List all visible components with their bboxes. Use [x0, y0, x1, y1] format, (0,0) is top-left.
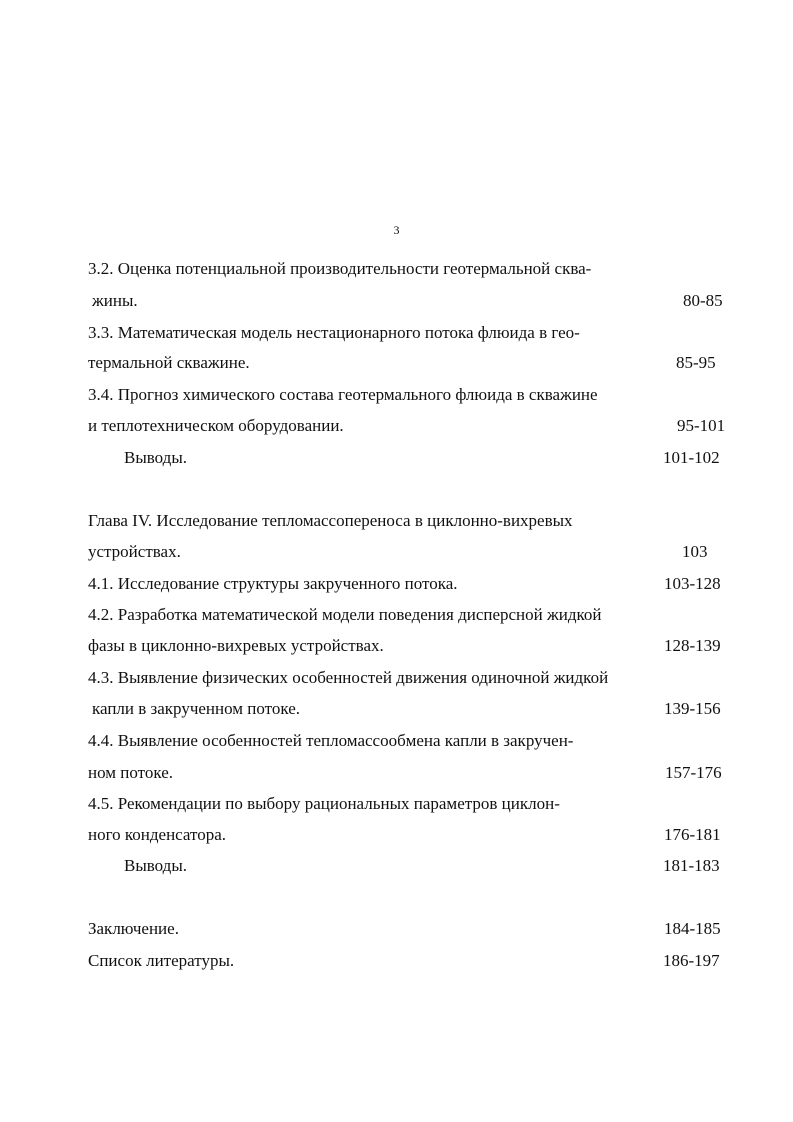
- toc-entry-3-2-line2: жины.: [92, 291, 138, 310]
- toc-entry-4-3-pages: 139-156: [664, 699, 721, 718]
- toc-entry-conclusion-pages: 184-185: [664, 919, 721, 938]
- page-number: 3: [393, 223, 400, 237]
- toc-chapter-4-line1: Глава IV. Исследование тепломассопереноса в циклонно-вихревых: [88, 511, 573, 530]
- toc-entry-conclusion-label: Заключение.: [88, 919, 179, 938]
- toc-entry-conclusions-3-label: Выводы.: [124, 448, 188, 467]
- toc-entry-3-3-line1: 3.3. Математическая модель нестационарного потока флюида в гео-: [88, 323, 580, 342]
- toc-entry-4-4-pages: 157-176: [665, 763, 722, 782]
- toc-chapter-4-line2: устройствах.: [88, 542, 181, 561]
- toc-entry-4-4-line2: ном потоке.: [88, 763, 173, 782]
- toc-entry-3-2-line1: 3.2. Оценка потенциальной производительности геотермальной сква-: [88, 259, 592, 278]
- toc-entry-4-2-pages: 128-139: [664, 636, 721, 655]
- toc-entry-4-3-line1: 4.3. Выявление физических особенностей движения одиночной жидкой: [88, 668, 609, 687]
- toc-entry-4-2-line1: 4.2. Разработка математической модели поведения дисперсной жидкой: [88, 605, 602, 624]
- toc-entry-3-3-line2: термальной скважине.: [88, 353, 250, 372]
- toc-chapter-4-pages: 103: [682, 542, 708, 561]
- toc-entry-3-3-pages: 85-95: [676, 353, 716, 372]
- toc-entry-3-4-pages: 95-101: [677, 416, 726, 435]
- toc-entry-4-4-line1: 4.4. Выявление особенностей тепломассообмена капли в закручен-: [88, 731, 574, 750]
- toc-entry-references-label: Список литературы.: [88, 951, 235, 970]
- toc-entry-conclusions-4-pages: 181-183: [663, 856, 720, 875]
- toc-entry-4-5-pages: 176-181: [664, 825, 721, 844]
- toc-entry-4-1-pages: 103-128: [664, 574, 721, 593]
- toc-entry-conclusions-4-label: Выводы.: [124, 856, 188, 875]
- toc-entry-3-4-line1: 3.4. Прогноз химического состава геотермального флюида в скважине: [88, 385, 598, 404]
- toc-entry-conclusions-3-pages: 101-102: [663, 448, 720, 467]
- toc-entry-4-3-line2: капли в закрученном потоке.: [92, 699, 301, 718]
- toc-entry-3-4-line2: и теплотехническом оборудовании.: [88, 416, 344, 435]
- toc-entry-4-2-line2: фазы в циклонно-вихревых устройствах.: [88, 636, 384, 655]
- toc-entry-4-5-line1: 4.5. Рекомендации по выбору рациональных параметров циклон-: [88, 794, 560, 813]
- toc-entry-references-pages: 186-197: [663, 951, 720, 970]
- toc-entry-3-2-pages: 80-85: [683, 291, 723, 310]
- toc-entry-4-5-line2: ного конденсатора.: [88, 825, 227, 844]
- toc-entry-4-1-line1: 4.1. Исследование структуры закрученного потока.: [88, 574, 458, 593]
